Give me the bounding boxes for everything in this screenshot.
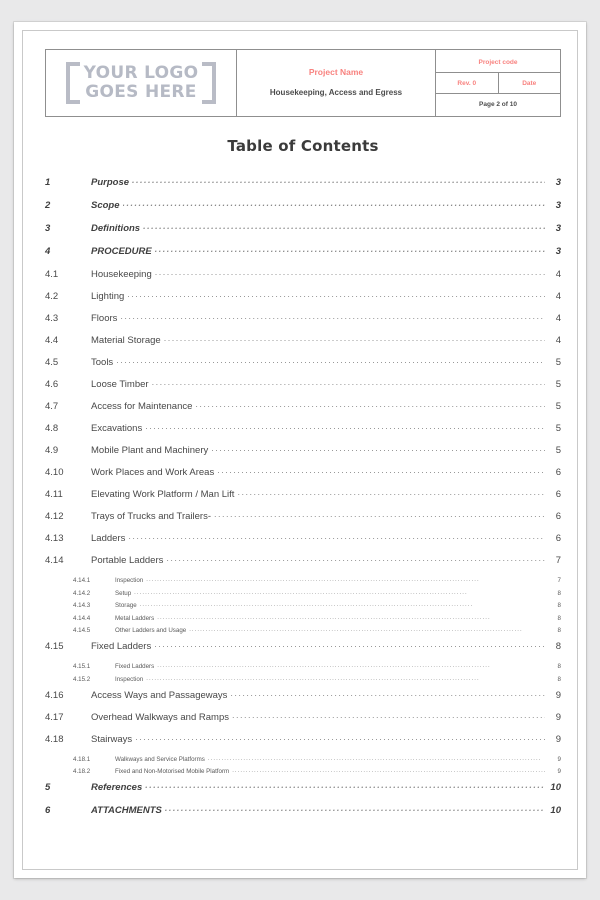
page-content	[45, 49, 561, 859]
document-meta-cell	[436, 50, 561, 117]
toc-dot-leader	[145, 421, 545, 431]
date-label: Date	[498, 73, 560, 94]
toc-entry-number: 4.9	[45, 445, 59, 456]
toc-entry-label: Mobile Plant and Machinery	[91, 445, 209, 456]
toc-entry-level-1[interactable]	[45, 246, 561, 257]
table-of-contents	[45, 177, 561, 816]
toc-entry-page-number: 8	[555, 641, 561, 652]
toc-entry-label: Access for Maintenance	[91, 401, 193, 412]
toc-dot-leader	[143, 221, 545, 231]
toc-dot-leader	[135, 732, 545, 742]
toc-dot-leader	[232, 710, 545, 720]
toc-entry-label: Material Storage	[91, 335, 161, 346]
toc-entry-number: 4.1	[45, 269, 59, 280]
toc-entry-level-3[interactable]	[45, 615, 561, 622]
toc-entry-number: 4.5	[45, 357, 59, 368]
document-header-table	[45, 49, 561, 117]
toc-entry-level-2[interactable]	[45, 511, 561, 522]
toc-entry-page-number: 10	[550, 782, 561, 793]
toc-entry-level-1[interactable]	[45, 223, 561, 234]
toc-entry-page-number: 6	[555, 467, 561, 478]
toc-dot-leader	[217, 465, 545, 475]
toc-entry-level-3[interactable]	[45, 768, 561, 775]
toc-entry-label: Overhead Walkways and Ramps	[91, 711, 229, 723]
toc-entry-level-3[interactable]	[45, 602, 561, 609]
toc-entry-page-number: 3	[555, 223, 561, 234]
document-page-shadow	[14, 22, 586, 878]
toc-entry-number: 4.18.2	[73, 768, 91, 775]
toc-entry-number: 6	[45, 805, 51, 816]
toc-dot-leader	[165, 803, 545, 813]
toc-entry-label: Purpose	[91, 177, 130, 188]
toc-entry-number: 4.4	[45, 335, 59, 346]
toc-entry-page-number: 9	[557, 755, 561, 763]
toc-entry-number: 4.3	[45, 313, 59, 324]
toc-entry-page-number: 8	[557, 675, 561, 683]
toc-entry-number: 4.7	[45, 401, 59, 412]
toc-entry-page-number: 3	[555, 177, 561, 188]
toc-entry-page-number: 6	[555, 511, 561, 522]
toc-entry-level-1[interactable]	[45, 200, 561, 211]
toc-entry-label: Storage	[115, 602, 137, 609]
toc-entry-page-number: 9	[557, 768, 561, 775]
toc-dot-leader	[232, 768, 545, 774]
page-title: Table of Contents	[227, 137, 379, 155]
toc-dot-leader	[237, 487, 545, 497]
toc-entry-number: 3	[45, 223, 51, 234]
toc-dot-leader	[120, 311, 545, 321]
toc-entry-page-number: 7	[557, 577, 561, 584]
toc-entry-page-number: 10	[550, 805, 561, 816]
toc-entry-level-3[interactable]	[45, 590, 561, 597]
toc-dot-leader	[211, 443, 545, 453]
logo-placeholder	[66, 62, 217, 104]
toc-entry-number: 4.14	[45, 555, 64, 566]
toc-dot-leader	[134, 590, 545, 596]
toc-entry-page-number: 9	[555, 711, 561, 723]
toc-entry-level-2[interactable]	[45, 489, 561, 500]
toc-dot-leader	[140, 602, 545, 608]
logo-cell	[46, 50, 237, 117]
toc-entry-page-number: 8	[557, 627, 561, 634]
toc-entry-page-number: 4	[555, 269, 561, 280]
project-code-label: Project code	[436, 52, 560, 73]
toc-entry-page-number: 6	[555, 489, 561, 500]
toc-entry-number: 4.12	[45, 511, 64, 522]
toc-entry-label: Definitions	[91, 223, 141, 234]
toc-dot-leader	[145, 780, 545, 790]
toc-entry-number: 4.17	[45, 711, 64, 723]
toc-entry-page-number: 7	[555, 555, 561, 566]
toc-entry-level-2[interactable]	[45, 712, 561, 723]
toc-entry-level-1[interactable]	[45, 782, 561, 793]
toc-dot-leader	[166, 553, 545, 563]
toc-entry-number: 4.10	[45, 467, 64, 478]
toc-dot-leader	[116, 355, 545, 365]
toc-entry-label: Inspection	[115, 675, 144, 683]
toc-entry-number: 5	[45, 782, 51, 793]
toc-entry-level-2[interactable]	[45, 690, 561, 701]
toc-entry-label: Floors	[91, 313, 118, 324]
toc-entry-page-number: 8	[557, 614, 561, 622]
toc-entry-number: 2	[45, 200, 51, 211]
toc-entry-level-2[interactable]	[45, 423, 561, 434]
toc-dot-leader	[127, 289, 545, 299]
toc-entry-level-2[interactable]	[45, 379, 561, 390]
toc-entry-label: Fixed Ladders	[91, 641, 152, 652]
toc-entry-label: Stairways	[91, 733, 133, 745]
toc-entry-level-3[interactable]	[45, 627, 561, 634]
toc-entry-label: Fixed and Non-Motorised Mobile Platform	[115, 768, 230, 775]
toc-entry-page-number: 3	[555, 200, 561, 211]
toc-dot-leader	[154, 639, 545, 649]
toc-entry-number: 4.14.4	[73, 614, 91, 622]
document-subject-title: Housekeeping, Access and Egress	[269, 88, 403, 98]
toc-entry-label: Setup	[115, 589, 132, 597]
toc-dot-leader	[164, 333, 545, 343]
toc-entry-page-number: 5	[555, 379, 561, 390]
toc-dot-leader	[146, 676, 545, 682]
toc-dot-leader	[230, 688, 545, 698]
logo-line-2: GOES HERE	[85, 82, 197, 102]
toc-entry-number: 4.15.2	[73, 675, 91, 683]
toc-entry-number: 4.15	[45, 641, 64, 652]
toc-entry-number: 4.14.1	[73, 577, 91, 584]
toc-entry-number: 4.13	[45, 533, 64, 544]
toc-entry-label: Ladders	[91, 533, 126, 544]
toc-dot-leader	[155, 267, 545, 277]
toc-entry-page-number: 8	[557, 663, 561, 670]
toc-entry-label: PROCEDURE	[91, 246, 152, 257]
toc-dot-leader	[208, 756, 545, 762]
toc-entry-label: Trays of Trucks and Trailers-	[91, 511, 212, 522]
toc-entry-level-2[interactable]	[45, 313, 561, 324]
toc-entry-number: 4.6	[45, 379, 59, 390]
toc-entry-number: 4.14.3	[73, 602, 91, 609]
toc-entry-number: 4.18.1	[73, 755, 91, 763]
toc-dot-leader	[214, 509, 545, 519]
toc-entry-level-3[interactable]	[45, 676, 561, 683]
toc-entry-level-2[interactable]	[45, 357, 561, 368]
toc-entry-page-number: 4	[555, 335, 561, 346]
toc-entry-label: Inspection	[115, 577, 144, 584]
project-name: Project Name	[308, 67, 364, 78]
toc-entry-number: 1	[45, 177, 51, 188]
toc-dot-leader	[128, 531, 545, 541]
toc-entry-page-number: 8	[557, 589, 561, 597]
toc-dot-leader	[189, 627, 545, 633]
toc-dot-leader	[157, 663, 545, 669]
toc-entry-level-3[interactable]	[45, 577, 561, 584]
toc-entry-level-2[interactable]	[45, 445, 561, 456]
toc-entry-label: Scope	[91, 200, 120, 211]
toc-entry-label: Fixed Ladders	[115, 663, 155, 670]
toc-entry-page-number: 9	[555, 689, 561, 701]
toc-entry-page-number: 4	[555, 313, 561, 324]
toc-entry-number: 4.14.5	[73, 627, 91, 634]
toc-entry-label: Tools	[91, 357, 114, 368]
toc-entry-page-number: 5	[555, 445, 561, 456]
toc-entry-label: Loose Timber	[91, 379, 149, 390]
toc-entry-page-number: 4	[555, 291, 561, 302]
toc-entry-page-number: 9	[555, 733, 561, 745]
toc-entry-page-number: 8	[557, 602, 561, 609]
toc-dot-leader	[155, 244, 545, 254]
toc-entry-level-2[interactable]	[45, 291, 561, 302]
toc-entry-number: 4.15.1	[73, 663, 91, 670]
toc-entry-page-number: 5	[555, 357, 561, 368]
page-number-label: Page 2 of 10	[436, 94, 560, 115]
toc-entry-number: 4.18	[45, 733, 64, 745]
toc-entry-label: Walkways and Service Platforms	[115, 755, 205, 763]
toc-entry-page-number: 5	[555, 423, 561, 434]
toc-dot-leader	[132, 175, 545, 185]
toc-entry-number: 4.14.2	[73, 589, 91, 597]
project-info-cell	[237, 50, 436, 117]
logo-line-1: YOUR LOGO	[83, 62, 199, 83]
document-page	[22, 30, 578, 870]
toc-entry-label: Elevating Work Platform / Man Lift	[91, 489, 235, 500]
toc-entry-label: Other Ladders and Usage	[115, 627, 187, 634]
toc-entry-number: 4.11	[45, 489, 63, 500]
toc-entry-page-number: 6	[555, 533, 561, 544]
toc-entry-label: Lighting	[91, 291, 125, 302]
toc-entry-label: Work Places and Work Areas	[91, 467, 215, 478]
toc-entry-label: Access Ways and Passageways	[91, 689, 228, 701]
toc-entry-number: 4.8	[45, 423, 59, 434]
toc-entry-number: 4.2	[45, 291, 59, 302]
toc-entry-number: 4	[45, 246, 51, 257]
toc-entry-label: Portable Ladders	[91, 555, 164, 566]
toc-entry-level-2[interactable]	[45, 533, 561, 544]
toc-entry-level-2[interactable]	[45, 641, 561, 652]
toc-entry-label: Metal Ladders	[115, 614, 155, 622]
toc-entry-page-number: 3	[555, 246, 561, 257]
toc-dot-leader	[123, 198, 545, 208]
toc-entry-label: Excavations	[91, 423, 143, 434]
toc-entry-level-2[interactable]	[45, 401, 561, 412]
toc-dot-leader	[152, 377, 545, 387]
toc-entry-label: Housekeeping	[91, 269, 152, 280]
toc-dot-leader	[157, 615, 545, 621]
toc-entry-level-2[interactable]	[45, 269, 561, 280]
toc-entry-level-2[interactable]	[45, 335, 561, 346]
document-meta-table	[436, 52, 560, 114]
toc-dot-leader	[195, 399, 545, 409]
toc-entry-number: 4.16	[45, 689, 64, 701]
toc-entry-level-2[interactable]	[45, 467, 561, 478]
toc-entry-level-3[interactable]	[45, 756, 561, 763]
toc-dot-leader	[146, 577, 545, 583]
toc-entry-level-1[interactable]	[45, 805, 561, 816]
toc-entry-level-2[interactable]	[45, 555, 561, 566]
toc-entry-level-1[interactable]	[45, 177, 561, 188]
toc-entry-level-3[interactable]	[45, 663, 561, 670]
toc-entry-label: References	[91, 782, 143, 793]
toc-entry-label: ATTACHMENTS	[91, 805, 162, 816]
toc-entry-page-number: 5	[555, 401, 561, 412]
revision-label: Rev. 0	[436, 73, 498, 94]
toc-entry-level-2[interactable]	[45, 734, 561, 745]
